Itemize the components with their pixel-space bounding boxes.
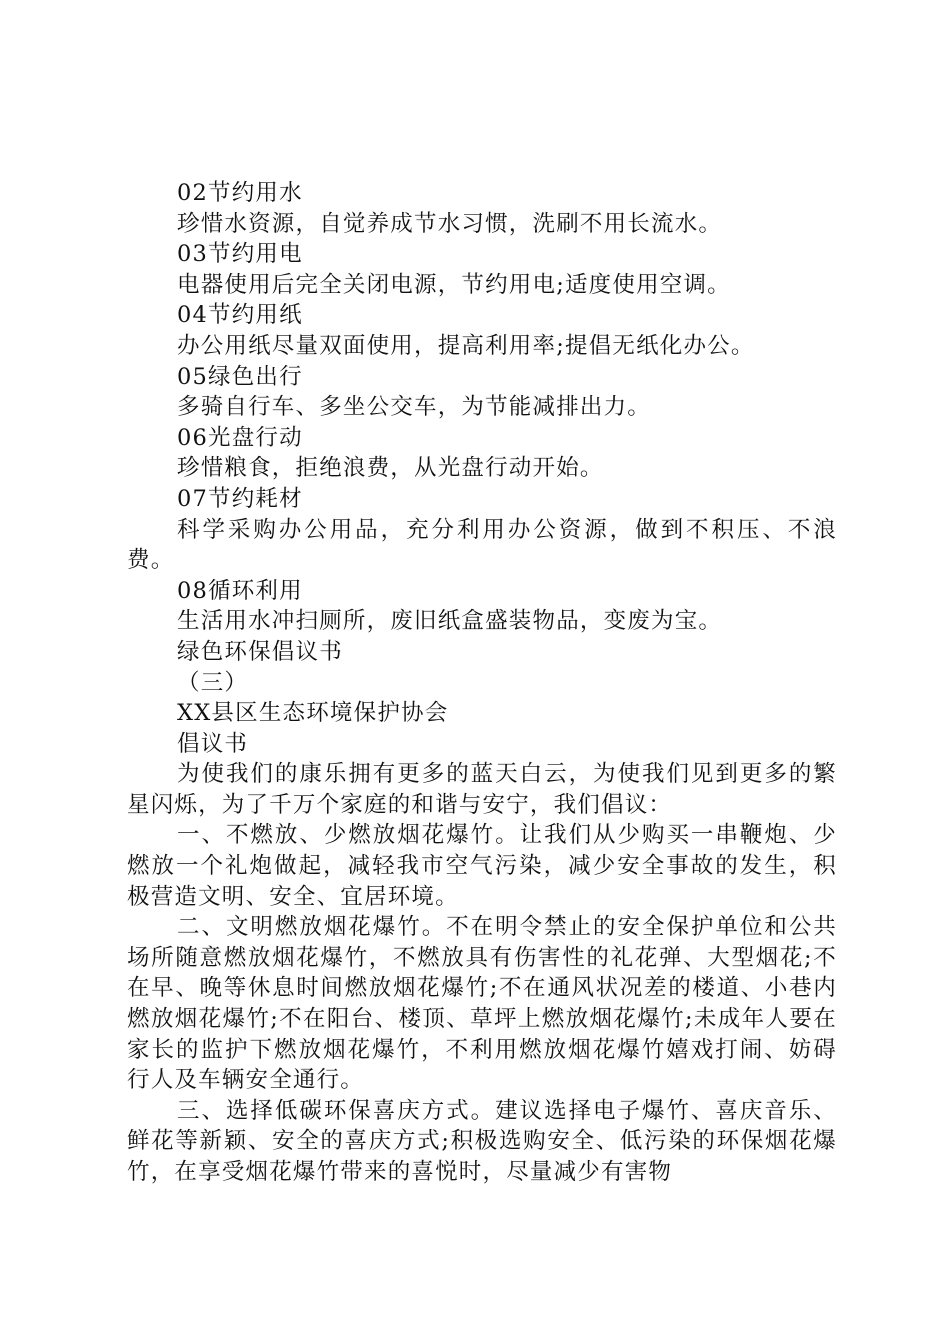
item-heading: 08循环利用	[177, 577, 303, 604]
document-title: 倡议书	[177, 730, 249, 757]
item-heading: 07节约耗材	[177, 485, 303, 512]
item-heading: 04节约用纸	[177, 302, 303, 329]
item-heading: 05绿色出行	[177, 363, 303, 390]
item-text: 科学采购办公用品，充分利用办公资源，做到不积压、不浪费。	[127, 516, 837, 574]
item-text: 办公用纸尽量双面使用，提高利用率;提倡无纸化办公。	[177, 332, 755, 359]
item-heading: 06光盘行动	[177, 424, 303, 451]
section-number: （三）	[177, 669, 249, 696]
organization-name: XX县区生态环境保护协会	[177, 700, 449, 727]
item-text: 生活用水冲扫厕所，废旧纸盒盛装物品，变废为宝。	[177, 608, 723, 635]
document-body	[127, 178, 837, 1188]
item-text: 珍惜粮食，拒绝浪费，从光盘行动开始。	[177, 455, 604, 482]
item-text: 多骑自行车、多坐公交车，为节能减排出力。	[177, 394, 652, 421]
item-text: 珍惜水资源，自觉养成节水习惯，洗刷不用长流水。	[177, 210, 723, 237]
section-title: 绿色环保倡议书	[177, 638, 343, 665]
body-paragraph: 一、不燃放、少燃放烟花爆竹。让我们从少购买一串鞭炮、少燃放一个礼炮做起，减轻我市空气污染，减少安全事故的发生，积极营造文明、安全、宜居环境。	[127, 822, 837, 910]
item-heading: 02节约用水	[177, 180, 303, 206]
body-paragraph: 三、选择低碳环保喜庆方式。建议选择电子爆竹、喜庆音乐、鲜花等新颖、安全的喜庆方式;积极选购安全、低污染的环保烟花爆竹，在享受烟花爆竹带来的喜悦时，尽量减少有害物	[127, 1097, 837, 1185]
item-heading: 03节约用电	[177, 241, 303, 268]
item-text: 电器使用后完全关闭电源，节约用电;适度使用空调。	[177, 271, 731, 298]
body-paragraph: 为使我们的康乐拥有更多的蓝天白云，为使我们见到更多的繁星闪烁，为了千万个家庭的和谐与安宁，我们倡议：	[127, 761, 837, 818]
body-paragraph: 二、文明燃放烟花爆竹。不在明令禁止的安全保护单位和公共场所随意燃放烟花爆竹，不燃放具有伤害性的礼花弹、大型烟花;不在早、晚等休息时间燃放烟花爆竹;不在通风状况差的楼道、小巷内燃放烟花爆竹;不在阳台、楼顶、草坪上燃放烟花爆竹;未成年人要在家长的监护下燃放烟花爆竹，不利用燃放烟花爆竹嬉戏打闹、妨碍行人及车辆安全通行。	[127, 914, 837, 1094]
